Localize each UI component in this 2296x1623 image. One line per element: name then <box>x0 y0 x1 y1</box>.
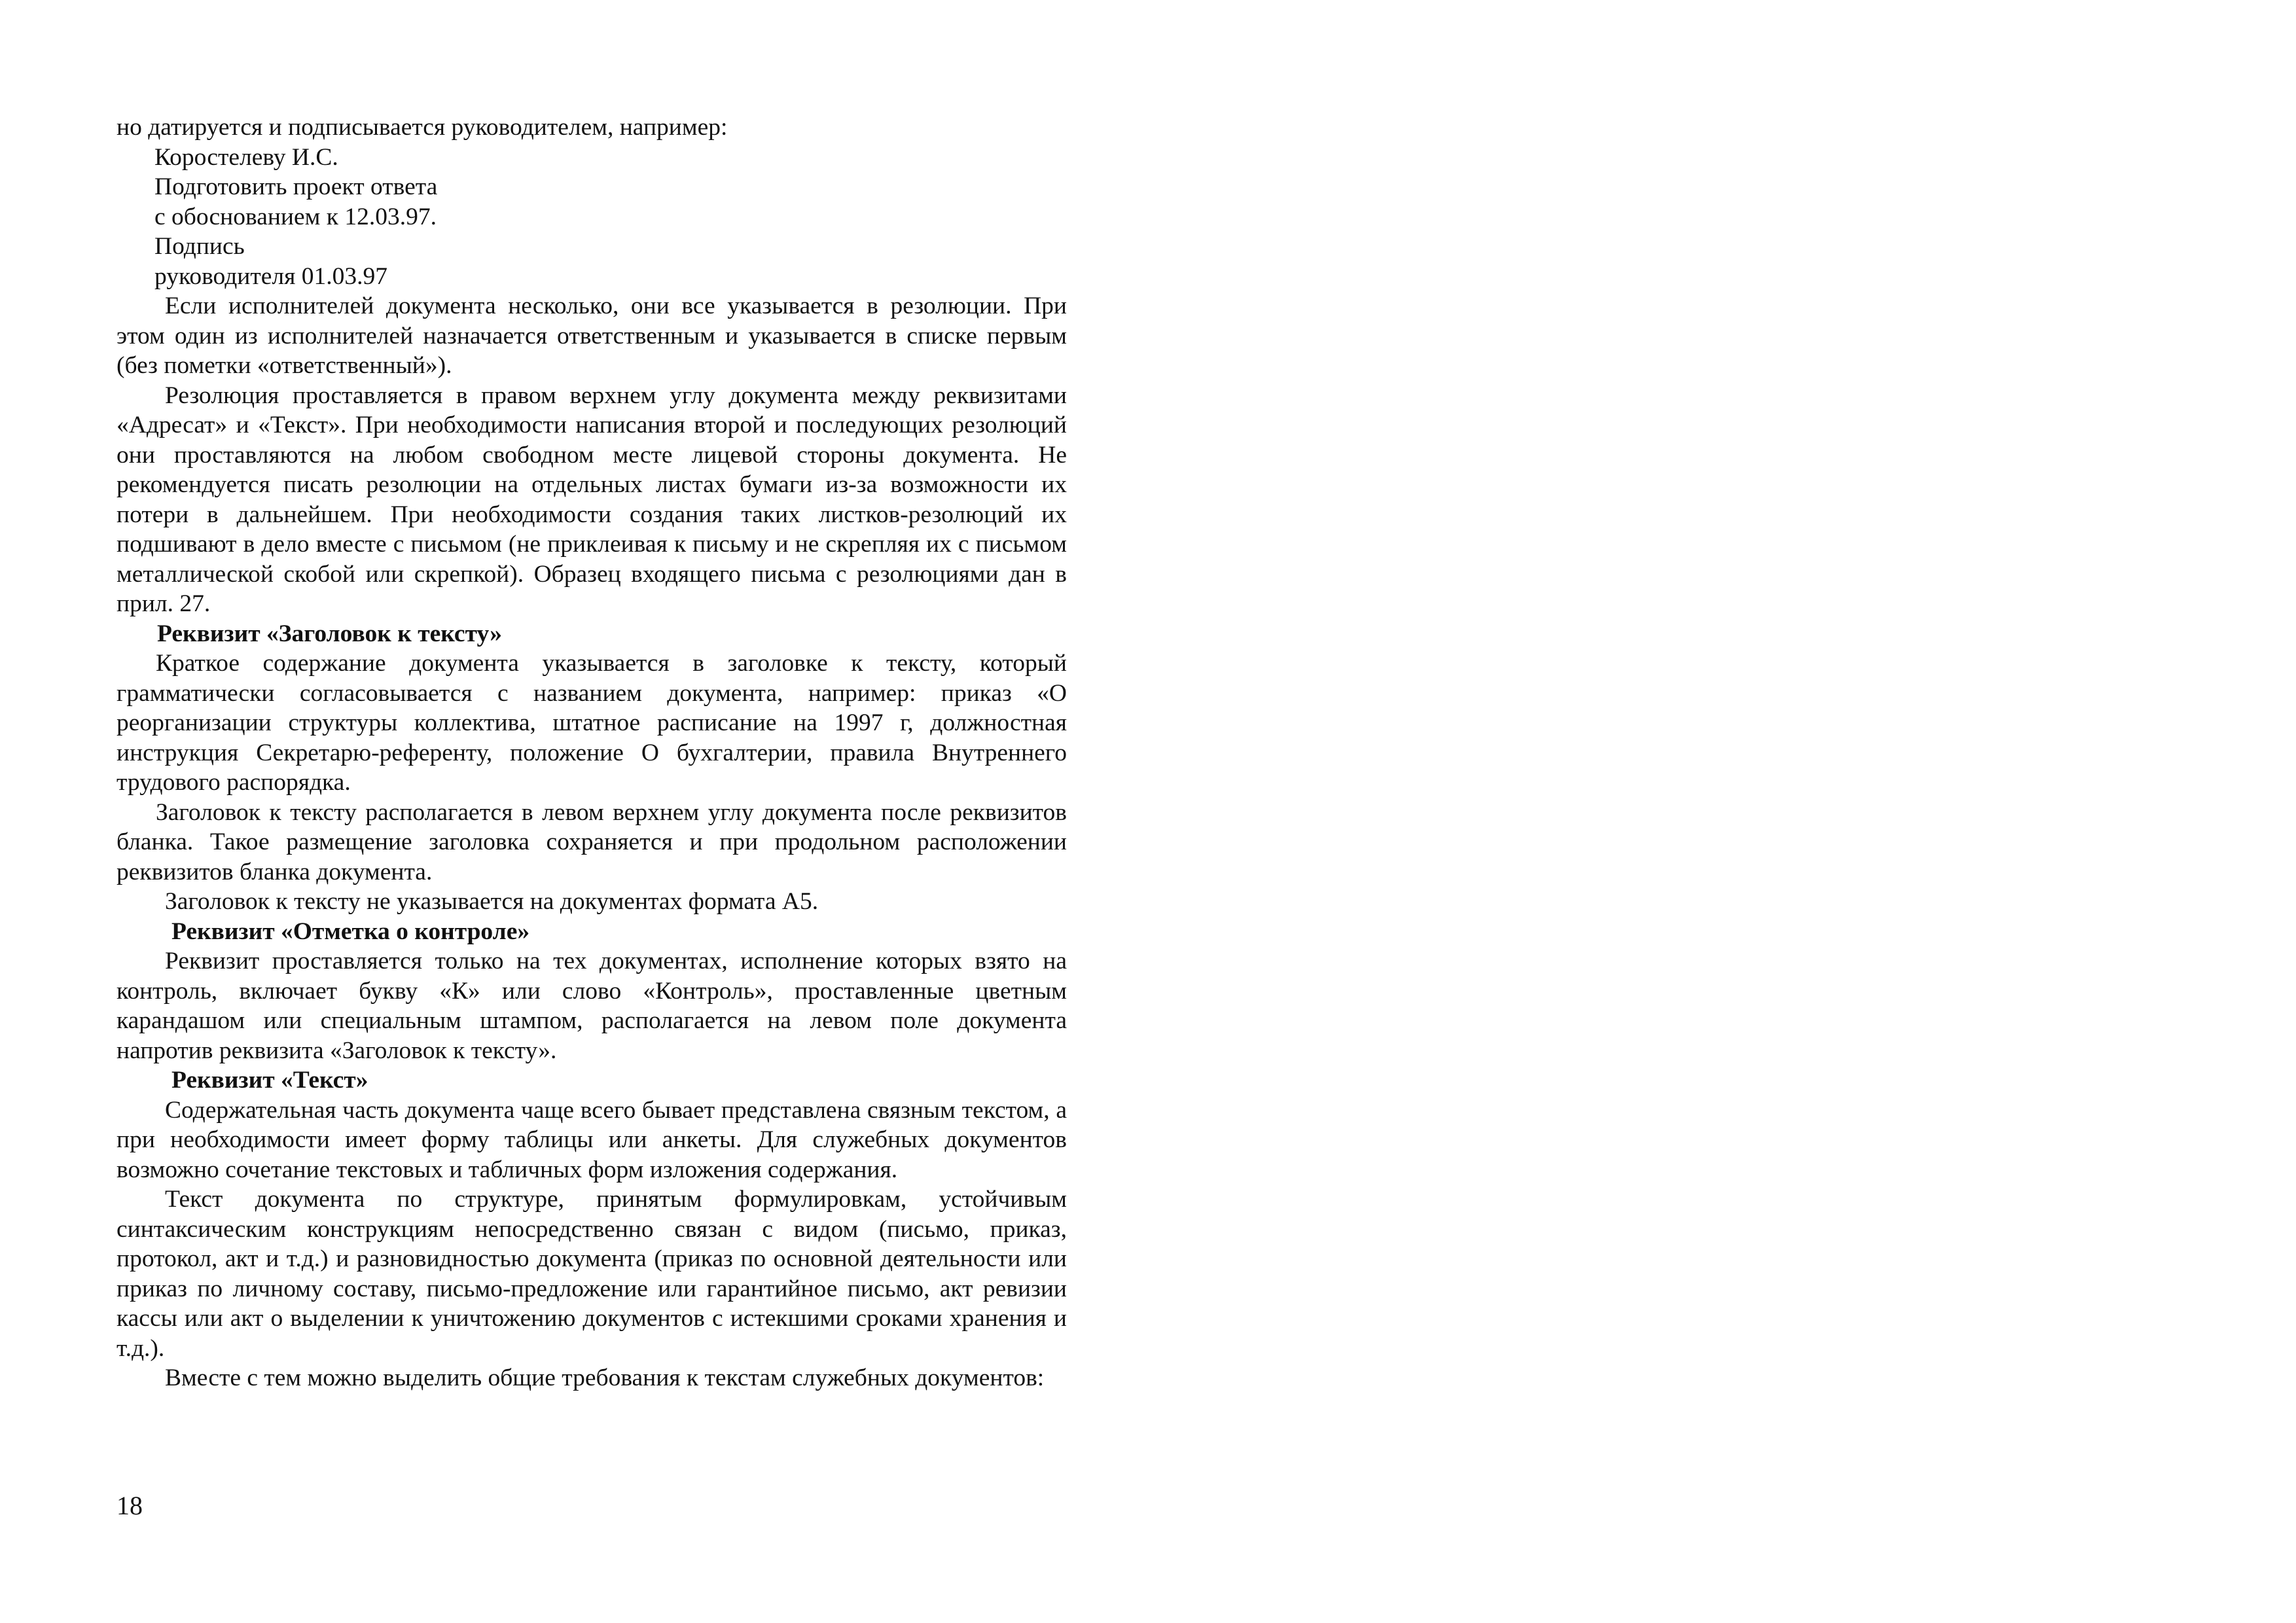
paragraph-control-mark: Реквизит проставляется только на тех документах, исполнение которых взято на контроль, включает букву «К» или слово «Контроль», проставленные цветным карандашом или специальным штампом, располагается на левом поле документа напротив реквизита «Заголовок к тексту». <box>117 948 1067 1064</box>
page-number: 18 <box>117 1491 143 1520</box>
heading-control-mark: Реквизит «Отметка о контроле» <box>171 918 530 945</box>
resolution-line: с обоснованием к 12.03.97. <box>154 203 437 230</box>
paragraph-general-requirements: Вместе с тем можно выделить общие требования к текстам служебных документов: <box>165 1364 1045 1391</box>
resolution-line: Подпись <box>154 233 245 260</box>
resolution-line: Подготовить проект ответа <box>154 173 438 200</box>
paragraph-title-placement: Заголовок к тексту располагается в левом верхнем углу документа после реквизитов бланка. Такое размещение заголовка сохраняется и при продольном расположении реквизитов бланка документа. <box>117 798 1067 885</box>
paragraph-intro: но датируется и подписывается руководителем, например: <box>117 114 728 141</box>
resolution-line: руководителя 01.03.97 <box>154 262 387 290</box>
paragraph-title-content: Краткое содержание документа указывается в заголовке к тексту, который грамматически согласовывается с названием документа, например: приказ «О реорганизации структуры коллектива, штатное расписание на 1997 г, должностная инструкция Секретарю-референту, положение О бухгалтерии, правила Внутреннего трудового распорядка. <box>117 650 1067 796</box>
heading-text-requisite: Реквизит «Текст» <box>171 1067 368 1094</box>
paragraph-title-a5: Заголовок к тексту не указывается на документах формата А5. <box>165 888 819 915</box>
paragraph-executors: Если исполнителей документа несколько, они все указывается в резолюции. При этом один из исполнителей назначается ответственным и указывается в списке первым (без пометки «ответственный»). <box>117 293 1067 379</box>
paragraph-resolution-placement: Резолюция проставляется в правом верхнем углу документа между реквизитами «Адресат» и «Текст». При необходимости написания второй и последующих резолюций они проставляются на любом свободном месте лицевой стороны документа. Не рекомендуется писать резолюции на отдельных листах бумаги из-за возможности их потери в дальнейшем. При необходимости создания таких листков-резолюций их подшивают в дело вместе с письмом (не приклеивая к письму и не скрепляя их с письмом металлической скобой или скрепкой). Образец входящего письма с резолюциями дан в прил. 27. <box>117 382 1067 617</box>
resolution-line: Коростелеву И.С. <box>154 143 338 171</box>
paragraph-text-content: Содержательная часть документа чаще всего бывает представлена связным текстом, а при необходимости имеет форму таблицы или анкеты. Для служебных документов возможно сочетание текстовых и табличных форм изложения содержания. <box>117 1096 1067 1183</box>
text-column <box>117 113 1067 1393</box>
paragraph-text-structure: Текст документа по структуре, принятым формулировкам, устойчивым синтаксическим конструкциям непосредственно связан с видом (письмо, приказ, протокол, акт и т.д.) и разновидностью документа (приказ по основной деятельности или приказ по личному составу, письмо-предложение или гарантийное письмо, акт ревизии кассы или акт о выделении к уничтожению документов с истекшими сроками хранения и т.д.). <box>117 1186 1067 1362</box>
resolution-example <box>117 143 1067 292</box>
heading-title-requisite: Реквизит «Заголовок к тексту» <box>157 620 502 647</box>
